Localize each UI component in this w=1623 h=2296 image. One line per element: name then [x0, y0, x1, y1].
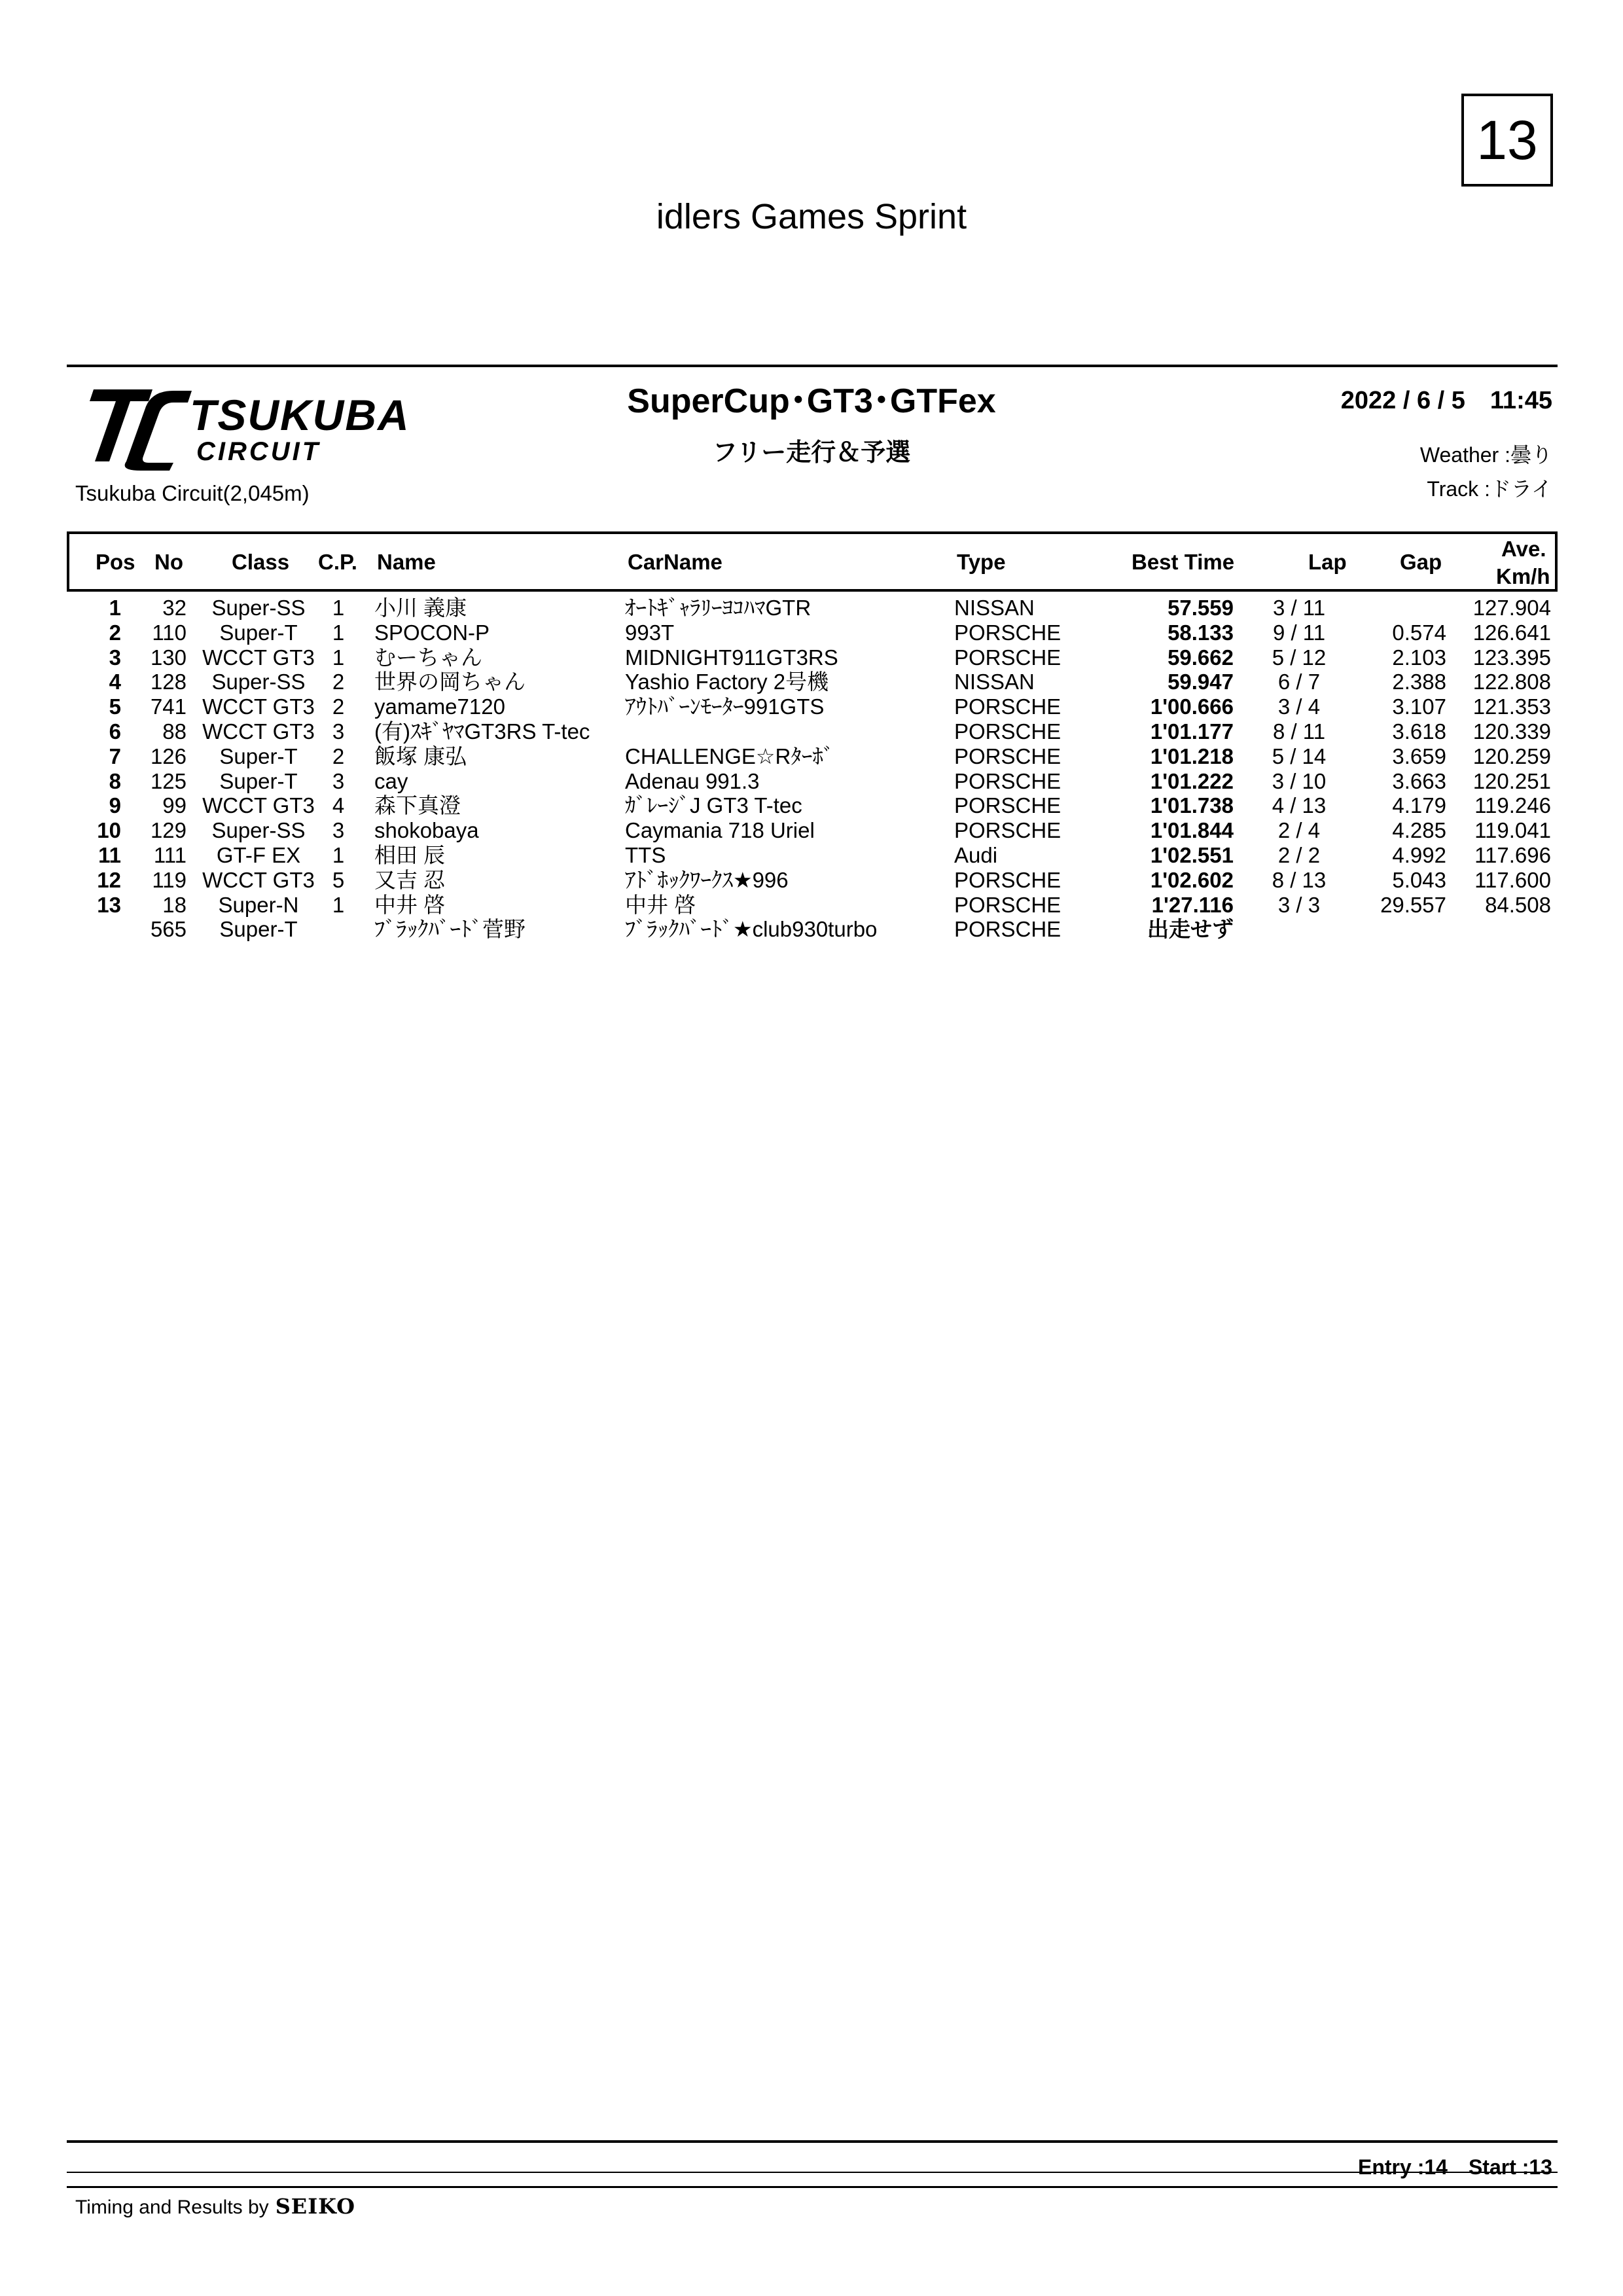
row-best-time: 出走せず [1147, 917, 1234, 942]
row-best-time: 59.947 [1168, 670, 1234, 694]
row-best-time: 1'01.218 [1150, 744, 1234, 768]
row-ave: 127.904 [1472, 596, 1551, 620]
row-gap: 2.103 [1392, 645, 1446, 670]
row-no: 126 [150, 744, 187, 768]
row-pos: 7 [109, 744, 121, 768]
row-best-time: 1'01.844 [1150, 818, 1234, 843]
row-lap: 3 / 11 [1272, 596, 1326, 620]
row-carname: ｵｰﾄｷﾞｬﾗﾘｰﾖｺﾊﾏGTR [625, 596, 812, 620]
row-cp: 2 [332, 744, 345, 768]
row-pos: 12 [97, 867, 121, 892]
row-name: 中井 啓 [374, 892, 446, 917]
event-title: idlers Games Sprint [656, 197, 967, 236]
logo-main-text: TSUKUBA [190, 391, 410, 439]
table-row [0, 719, 1623, 744]
row-ave: 122.808 [1472, 670, 1551, 694]
row-class: WCCT GT3 [202, 719, 315, 744]
row-gap: 4.285 [1392, 818, 1446, 843]
row-carname: Caymania 718 Uriel [625, 818, 815, 843]
row-pos: 8 [109, 768, 121, 793]
row-no: 110 [152, 620, 187, 645]
row-name: 飯塚 康弘 [374, 744, 467, 768]
row-no: 128 [150, 670, 187, 694]
row-gap: 4.992 [1392, 842, 1446, 867]
row-no: 32 [162, 596, 187, 620]
row-gap: 2.388 [1392, 670, 1446, 694]
col-cp: C.P. [318, 550, 357, 574]
col-ave-line1: Ave. [1501, 537, 1546, 561]
row-ave: 120.259 [1472, 744, 1551, 768]
row-lap: 3 / 10 [1272, 768, 1327, 793]
row-gap: 29.557 [1380, 892, 1446, 917]
row-carname: Adenau 991.3 [625, 768, 760, 793]
table-row [0, 917, 1623, 942]
row-best-time: 1'27.116 [1151, 892, 1234, 917]
track-status: Track :ドライ [1427, 477, 1552, 501]
row-carname: ｶﾞﾚｰｼﾞJ GT3 T-tec [625, 793, 802, 818]
col-gap: Gap [1400, 550, 1442, 574]
row-pos: 10 [97, 818, 121, 843]
table-row [0, 694, 1623, 719]
row-gap: 3.618 [1392, 719, 1446, 744]
row-class: Super-SS [211, 596, 306, 620]
row-class: WCCT GT3 [202, 867, 315, 892]
table-row [0, 596, 1623, 620]
table-row [0, 818, 1623, 843]
row-carname: 中井 啓 [625, 892, 696, 917]
row-lap: 8 / 11 [1272, 719, 1326, 744]
row-cp: 2 [332, 694, 345, 719]
row-type: PORSCHE [954, 793, 1061, 818]
row-name: 世界の岡ちゃん [374, 670, 526, 694]
row-best-time: 1'00.666 [1150, 694, 1234, 719]
row-pos: 5 [109, 694, 121, 719]
results-table-header [67, 531, 1558, 592]
row-cp: 3 [332, 768, 345, 793]
row-type: NISSAN [954, 596, 1035, 620]
row-gap: 4.179 [1392, 793, 1446, 818]
row-cp: 1 [332, 842, 345, 867]
row-ave: 123.395 [1472, 645, 1551, 670]
row-pos: 3 [109, 645, 121, 670]
row-lap: 6 / 7 [1277, 670, 1321, 694]
table-row [0, 868, 1623, 893]
row-name: 又吉 忍 [374, 867, 446, 892]
row-cp: 3 [332, 818, 345, 843]
row-no: 111 [153, 842, 187, 867]
row-lap: 3 / 3 [1277, 892, 1321, 917]
row-class: WCCT GT3 [202, 694, 315, 719]
row-name: むーちゃん [374, 645, 482, 670]
col-type: Type [957, 550, 1006, 574]
row-class: GT-F EX [216, 842, 301, 867]
table-row [0, 645, 1623, 670]
footer-rule-bottom [67, 2186, 1558, 2188]
footer-rule-top [67, 2140, 1558, 2143]
tsukuba-circuit-logo [75, 383, 416, 471]
row-type: PORSCHE [954, 620, 1061, 645]
col-carname: CarName [628, 550, 722, 574]
row-name: 小川 義康 [374, 596, 467, 620]
row-ave: 117.600 [1474, 867, 1551, 892]
row-no: 99 [162, 793, 187, 818]
row-gap: 0.574 [1392, 620, 1446, 645]
top-rule [67, 365, 1558, 367]
table-row [0, 893, 1623, 918]
row-no: 741 [150, 694, 187, 719]
row-type: PORSCHE [954, 645, 1061, 670]
row-pos: 6 [109, 719, 121, 744]
row-cp: 5 [332, 867, 345, 892]
row-type: PORSCHE [954, 892, 1061, 917]
row-ave: 120.339 [1472, 719, 1551, 744]
row-no: 130 [150, 645, 187, 670]
row-type: PORSCHE [954, 744, 1061, 768]
table-row [0, 670, 1623, 694]
row-no: 129 [150, 818, 187, 843]
col-class: Class [232, 550, 290, 574]
row-name: 相田 辰 [374, 842, 446, 867]
row-gap: 3.659 [1392, 744, 1446, 768]
row-best-time: 1'01.177 [1150, 719, 1234, 744]
row-class: Super-T [219, 917, 298, 942]
row-cp: 4 [332, 793, 345, 818]
row-carname: MIDNIGHT911GT3RS [625, 645, 838, 670]
table-row [0, 843, 1623, 868]
row-cp: 1 [332, 596, 345, 620]
row-ave: 119.246 [1474, 793, 1551, 818]
row-type: PORSCHE [954, 768, 1061, 793]
row-best-time: 1'01.738 [1150, 793, 1234, 818]
session-title: SuperCup･GT3･GTFex [627, 382, 996, 420]
row-gap: 5.043 [1392, 867, 1446, 892]
row-no: 88 [162, 719, 187, 744]
row-cp: 2 [332, 670, 345, 694]
row-no: 565 [150, 917, 187, 942]
col-name: Name [377, 550, 436, 574]
row-type: PORSCHE [954, 818, 1061, 843]
circuit-name: Tsukuba Circuit(2,045m) [75, 481, 310, 505]
row-class: Super-SS [211, 670, 306, 694]
row-lap: 5 / 14 [1272, 744, 1327, 768]
row-best-time: 1'02.602 [1150, 867, 1234, 892]
row-name: yamame7120 [374, 694, 505, 719]
row-carname: ｱﾄﾞﾎｯｸﾜｰｸｽ★996 [625, 867, 789, 892]
row-pos: 4 [109, 670, 121, 694]
row-class: WCCT GT3 [202, 645, 315, 670]
row-carname: TTS [625, 842, 666, 867]
row-ave: 84.508 [1485, 892, 1551, 917]
row-lap: 9 / 11 [1272, 620, 1326, 645]
col-lap: Lap [1308, 550, 1347, 574]
entry-start-count: Entry :14 Start :13 [1358, 2155, 1552, 2179]
col-pos: Pos [96, 550, 135, 574]
row-lap: 8 / 13 [1272, 867, 1327, 892]
results-table-body [0, 596, 1623, 942]
timing-credit [75, 2194, 355, 2219]
row-type: Audi [954, 842, 998, 867]
row-class: Super-SS [211, 818, 306, 843]
row-carname: ｱｳﾄﾊﾞｰﾝﾓｰﾀｰ991GTS [625, 694, 825, 719]
row-ave: 126.641 [1472, 620, 1551, 645]
row-name: cay [374, 768, 408, 793]
row-no: 18 [162, 892, 187, 917]
row-name: SPOCON-P [374, 620, 490, 645]
row-pos: 1 [109, 596, 121, 620]
page-number: 13 [1461, 94, 1553, 187]
row-lap: 5 / 12 [1272, 645, 1327, 670]
seiko-logo: SEIKO [275, 2194, 355, 2219]
row-lap: 4 / 13 [1272, 793, 1327, 818]
table-row [0, 744, 1623, 769]
row-best-time: 1'01.222 [1150, 768, 1234, 793]
weather-status: Weather :曇り [1419, 443, 1552, 467]
row-cp: 1 [332, 892, 345, 917]
row-best-time: 57.559 [1168, 596, 1234, 620]
row-pos: 2 [109, 620, 121, 645]
row-lap: 2 / 2 [1277, 842, 1321, 867]
row-class: WCCT GT3 [202, 793, 315, 818]
row-carname: Yashio Factory 2号機 [625, 670, 829, 694]
col-ave-line2: Km/h [1496, 564, 1550, 588]
session-subtitle: フリー走行＆予選 [712, 439, 911, 467]
row-gap: 3.107 [1392, 694, 1446, 719]
row-cp: 3 [332, 719, 345, 744]
row-name: (有)ｽｷﾞﾔﾏGT3RS T-tec [374, 719, 590, 744]
row-no: 119 [152, 867, 187, 892]
row-name: ﾌﾞﾗｯｸﾊﾞｰﾄﾞ菅野 [374, 917, 526, 942]
logo-sub-text: CIRCUIT [196, 437, 321, 466]
row-no: 125 [150, 768, 187, 793]
row-carname: CHALLENGE☆Rﾀｰﾎﾞ [625, 744, 834, 768]
row-class: Super-T [219, 620, 298, 645]
row-type: PORSCHE [954, 917, 1061, 942]
col-best-time: Best Time [1132, 550, 1235, 574]
row-pos: 9 [109, 793, 121, 818]
row-class: Super-N [218, 892, 299, 917]
footer-rule-middle [67, 2172, 1558, 2173]
row-type: PORSCHE [954, 694, 1061, 719]
row-pos: 11 [98, 842, 121, 867]
tc-mark-icon [90, 389, 192, 471]
row-lap: 2 / 4 [1277, 818, 1321, 843]
session-datetime: 2022 / 6 / 5 11:45 [1340, 387, 1552, 414]
row-pos: 13 [97, 892, 121, 917]
row-type: NISSAN [954, 670, 1035, 694]
row-best-time: 58.133 [1168, 620, 1234, 645]
row-ave: 119.041 [1474, 818, 1551, 843]
row-ave: 120.251 [1472, 768, 1551, 793]
row-best-time: 59.662 [1168, 645, 1234, 670]
row-best-time: 1'02.551 [1150, 842, 1234, 867]
row-type: PORSCHE [954, 719, 1061, 744]
row-class: Super-T [219, 768, 298, 793]
table-row [0, 620, 1623, 645]
row-class: Super-T [219, 744, 298, 768]
row-name: 森下真澄 [374, 793, 461, 818]
row-type: PORSCHE [954, 867, 1061, 892]
row-ave: 117.696 [1474, 842, 1551, 867]
row-carname: 993T [625, 620, 675, 645]
row-cp: 1 [332, 620, 345, 645]
col-no: No [154, 550, 183, 574]
row-cp: 1 [332, 645, 345, 670]
row-gap: 3.663 [1392, 768, 1446, 793]
row-ave: 121.353 [1472, 694, 1551, 719]
row-name: shokobaya [374, 818, 479, 843]
table-row [0, 793, 1623, 818]
table-row [0, 769, 1623, 794]
row-lap: 3 / 4 [1277, 694, 1321, 719]
row-carname: ﾌﾞﾗｯｸﾊﾞｰﾄﾞ★club930turbo [625, 917, 878, 942]
timing-credit-text: Timing and Results by [75, 2197, 269, 2218]
